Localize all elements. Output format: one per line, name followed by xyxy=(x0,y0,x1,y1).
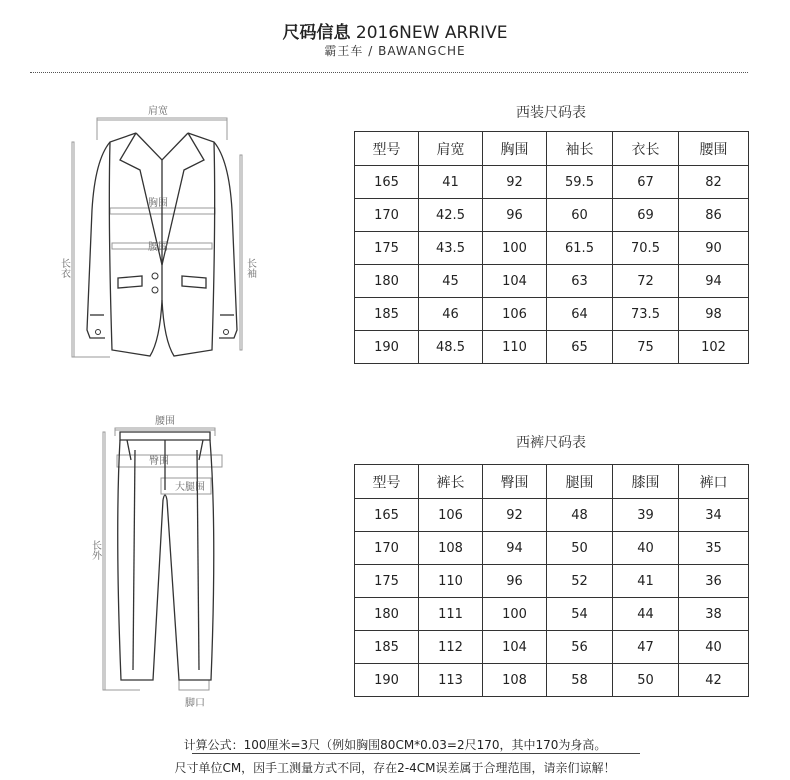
table-header-row xyxy=(355,465,749,499)
header-cell: 肩宽 xyxy=(419,132,483,166)
table-cell: 185 xyxy=(355,631,419,664)
header-cell: 胸围 xyxy=(483,132,547,166)
table-cell: 58 xyxy=(547,664,613,697)
dotted-divider xyxy=(30,72,748,73)
table-cell: 96 xyxy=(483,565,547,598)
table-cell: 75 xyxy=(613,331,679,364)
pants-table-caption: 西裤尺码表 xyxy=(516,435,586,451)
header-cell: 膝围 xyxy=(613,465,679,499)
label-body-length: 长衣 xyxy=(58,258,70,278)
table-cell: 38 xyxy=(679,598,749,631)
table-cell: 59.5 xyxy=(547,166,613,199)
table-cell: 48.5 xyxy=(419,331,483,364)
table-cell: 106 xyxy=(483,298,547,331)
table-cell: 102 xyxy=(679,331,749,364)
table-cell: 104 xyxy=(483,631,547,664)
table-header-row xyxy=(355,132,749,166)
table-cell: 110 xyxy=(483,331,547,364)
page-title xyxy=(0,18,790,43)
table-row xyxy=(355,166,749,199)
table-cell: 44 xyxy=(613,598,679,631)
pants-size-table xyxy=(354,464,749,697)
table-row xyxy=(355,664,749,697)
header-cell: 腰围 xyxy=(679,132,749,166)
table-cell: 46 xyxy=(419,298,483,331)
brand-subtitle: 霸王车 / BAWANGCHE xyxy=(324,44,466,58)
table-cell: 180 xyxy=(355,598,419,631)
table-cell: 65 xyxy=(547,331,613,364)
table-cell: 36 xyxy=(679,565,749,598)
table-cell: 92 xyxy=(483,166,547,199)
header-cell: 衣长 xyxy=(613,132,679,166)
header-cell: 裤长 xyxy=(419,465,483,499)
table-cell: 90 xyxy=(679,232,749,265)
table-cell: 175 xyxy=(355,565,419,598)
table-cell: 96 xyxy=(483,199,547,232)
table-cell: 41 xyxy=(613,565,679,598)
table-cell: 86 xyxy=(679,199,749,232)
label-sleeve-length: 长袖 xyxy=(244,258,256,278)
label-pants-waist: 腰围 xyxy=(155,416,175,427)
table-cell: 190 xyxy=(355,331,419,364)
table-cell: 104 xyxy=(483,265,547,298)
table-row xyxy=(355,298,749,331)
label-hip: 臀围 xyxy=(149,456,169,467)
table-row xyxy=(355,631,749,664)
table-row xyxy=(355,199,749,232)
table-cell: 70.5 xyxy=(613,232,679,265)
table-cell: 50 xyxy=(613,664,679,697)
table-cell: 94 xyxy=(679,265,749,298)
table-cell: 165 xyxy=(355,499,419,532)
table-row xyxy=(355,232,749,265)
table-cell: 98 xyxy=(679,298,749,331)
table-cell: 40 xyxy=(679,631,749,664)
table-row xyxy=(355,532,749,565)
table-cell: 185 xyxy=(355,298,419,331)
measurement-error-note: 尺寸单位CM，因手工测量方式不同，存在2-4CM误差属于合理范围，请亲们谅解！ xyxy=(174,761,616,775)
table-cell: 180 xyxy=(355,265,419,298)
table-cell: 110 xyxy=(419,565,483,598)
table-cell: 108 xyxy=(483,664,547,697)
table-row xyxy=(355,565,749,598)
header-cell: 腿围 xyxy=(547,465,613,499)
table-cell: 94 xyxy=(483,532,547,565)
table-cell: 108 xyxy=(419,532,483,565)
table-cell: 100 xyxy=(483,232,547,265)
label-thigh: 大腿围 xyxy=(175,482,205,493)
table-row xyxy=(355,331,749,364)
table-cell: 45 xyxy=(419,265,483,298)
suit-size-table xyxy=(354,131,749,364)
header-cell: 型号 xyxy=(355,465,419,499)
title-cn: 尺码信息 xyxy=(282,23,351,43)
table-cell: 64 xyxy=(547,298,613,331)
table-cell: 39 xyxy=(613,499,679,532)
label-shoulder: 肩宽 xyxy=(148,106,168,117)
footer-divider xyxy=(192,753,640,754)
table-cell: 190 xyxy=(355,664,419,697)
table-cell: 175 xyxy=(355,232,419,265)
table-cell: 100 xyxy=(483,598,547,631)
table-cell: 56 xyxy=(547,631,613,664)
table-row xyxy=(355,265,749,298)
table-cell: 61.5 xyxy=(547,232,613,265)
table-cell: 67 xyxy=(613,166,679,199)
suit-table-caption: 西装尺码表 xyxy=(516,105,586,121)
header-cell: 型号 xyxy=(355,132,419,166)
table-cell: 52 xyxy=(547,565,613,598)
label-hem: 脚口 xyxy=(185,698,205,709)
table-cell: 106 xyxy=(419,499,483,532)
label-waist: 腰围 xyxy=(148,242,168,253)
table-cell: 43.5 xyxy=(419,232,483,265)
header-cell: 裤口 xyxy=(679,465,749,499)
label-outer-length: 长外 xyxy=(89,540,101,560)
table-cell: 50 xyxy=(547,532,613,565)
label-chest: 胸围 xyxy=(148,198,168,209)
table-cell: 47 xyxy=(613,631,679,664)
table-cell: 72 xyxy=(613,265,679,298)
table-cell: 54 xyxy=(547,598,613,631)
title-en: 2016NEW ARRIVE xyxy=(355,23,508,43)
table-cell: 92 xyxy=(483,499,547,532)
pants-diagram xyxy=(85,410,235,715)
size-formula-note: 计算公式：100厘米=3尺（例如胸围80CM*0.03=2尺170，其中170为身高。 xyxy=(183,738,607,752)
table-cell: 82 xyxy=(679,166,749,199)
table-cell: 111 xyxy=(419,598,483,631)
table-cell: 113 xyxy=(419,664,483,697)
table-cell: 48 xyxy=(547,499,613,532)
table-cell: 170 xyxy=(355,532,419,565)
table-cell: 170 xyxy=(355,199,419,232)
table-cell: 34 xyxy=(679,499,749,532)
table-cell: 73.5 xyxy=(613,298,679,331)
table-cell: 165 xyxy=(355,166,419,199)
jacket-diagram xyxy=(50,100,260,365)
header-cell: 袖长 xyxy=(547,132,613,166)
table-cell: 112 xyxy=(419,631,483,664)
table-cell: 63 xyxy=(547,265,613,298)
table-row xyxy=(355,598,749,631)
header-cell: 臀围 xyxy=(483,465,547,499)
table-cell: 41 xyxy=(419,166,483,199)
table-cell: 42.5 xyxy=(419,199,483,232)
table-cell: 60 xyxy=(547,199,613,232)
table-cell: 69 xyxy=(613,199,679,232)
table-cell: 40 xyxy=(613,532,679,565)
table-cell: 35 xyxy=(679,532,749,565)
table-cell: 42 xyxy=(679,664,749,697)
table-row xyxy=(355,499,749,532)
